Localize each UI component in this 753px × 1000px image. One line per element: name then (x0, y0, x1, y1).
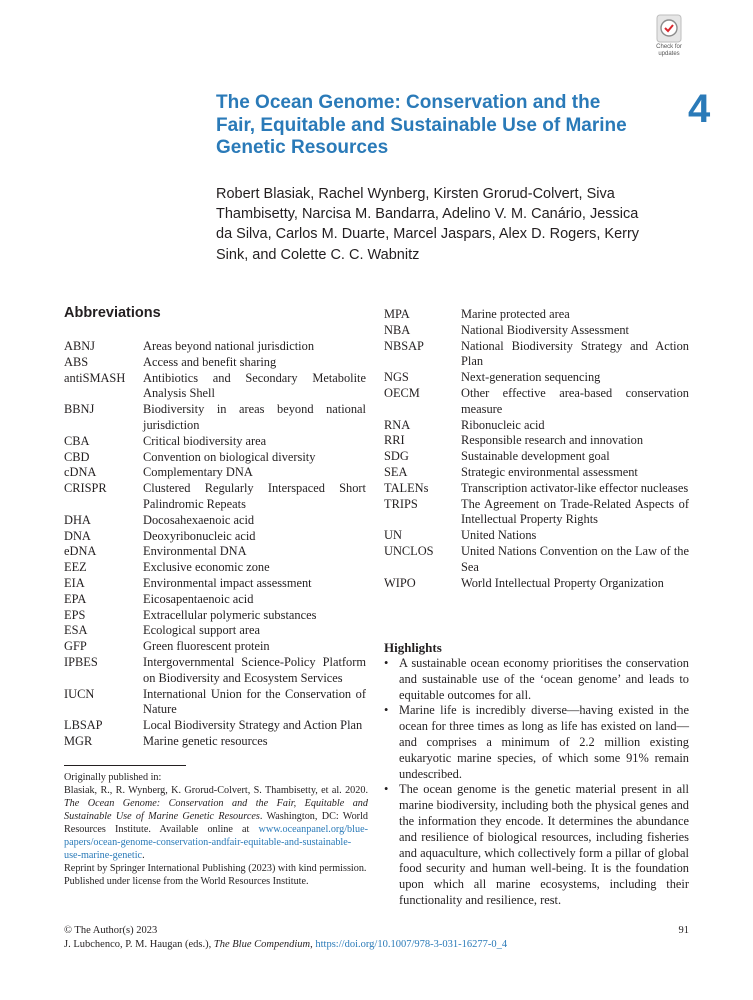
abbreviation-definition: Areas beyond national jurisdiction (143, 339, 315, 353)
abbreviation-row (64, 623, 366, 639)
abbreviation-row (384, 576, 689, 592)
chapter-title: The Ocean Genome: Conservation and the Fair, Equitable and Sustainable Use of Marine Genetic Resources (216, 92, 627, 158)
abbreviation-row (384, 370, 689, 386)
abbreviation-term: ABNJ (64, 339, 95, 353)
abbreviation-term: MGR (64, 733, 93, 748)
abbreviation-row (384, 528, 689, 544)
abbreviation-definition: Eicosapentaenoic acid (143, 591, 254, 606)
abbreviation-term: NGS (384, 370, 409, 385)
abbreviation-term: EEZ (64, 560, 87, 575)
abbreviation-term: RNA (384, 417, 411, 432)
chapter-number: 4 (688, 87, 711, 131)
footnote-divider (64, 765, 186, 766)
abbreviation-term: EPS (64, 607, 86, 622)
abbreviation-row (64, 608, 366, 624)
abbreviation-row (64, 639, 366, 655)
abbreviation-definition: International Union for the Conservation of Nature (143, 686, 366, 717)
abbreviation-row (64, 465, 366, 481)
check-for-updates-label: Check for updates (656, 44, 682, 57)
abbreviation-definition: United Nations (461, 528, 537, 543)
abbreviation-definition: Sustainable development goal (461, 449, 610, 464)
book-title: The Blue Compendium (213, 938, 311, 950)
abbreviation-definition: Intergovernmental Science-Policy Platform on Biodiversity and Ecosystem Services (143, 654, 366, 685)
footnote (64, 771, 368, 888)
abbreviation-term: cDNA (64, 465, 97, 480)
abbreviation-row (384, 465, 689, 481)
abbreviation-definition: Ribonucleic acid (461, 417, 545, 432)
highlights-list (384, 656, 689, 909)
abbreviation-row (64, 513, 366, 529)
abbreviation-row (384, 544, 689, 576)
abbreviation-definition: Biodiversity in areas beyond national jurisdiction (143, 402, 366, 432)
highlight-text: Marine life is incredibly diverse—having existed in the ocean for three times as long as life has existed on land—and comprises a minimum of 2.2 million existing eukaryotic marine species, of which some 91% remain undescribed. (399, 703, 689, 781)
abbreviation-row (384, 449, 689, 465)
abbreviation-definition: Antibiotics and Secondary Metabolite Analysis Shell (143, 370, 366, 401)
citation-publisher: . Washington, DC: World Resources Institute. Available online at (64, 811, 368, 835)
abbreviation-definition: Transcription activator-like effector nucleases (461, 480, 689, 495)
citation-url-link[interactable]: www.oceanpanel.org/blue-papers/ocean-genome-conservation-andfair-equitable-and-sustainable-use-marine-genetic (64, 824, 368, 861)
abbreviation-term: UNCLOS (384, 543, 434, 558)
abbreviation-row (384, 386, 689, 418)
abbreviation-row (384, 497, 689, 529)
author-list: Robert Blasiak, Rachel Wynberg, Kirsten Grorud-Colvert, Siva Thambisetty, Narcisa M. Bandarra, Adelino V. M. Canário, Jessica da Silva, Carlos M. Duarte, Marcel Jaspars, Alex D. Rogers, Kerry Sink, and Colette C. C. Wabnitz (216, 186, 640, 263)
page-footer (64, 924, 689, 951)
highlight-item (384, 703, 689, 782)
abbreviation-row (384, 418, 689, 434)
abbreviation-definition: Access and benefit sharing (143, 354, 277, 369)
abbreviation-definition: Docosahexaenoic acid (143, 512, 255, 527)
abbreviation-row (64, 734, 366, 750)
abbreviations-heading: Abbreviations (64, 305, 161, 321)
abbreviation-row (64, 529, 366, 545)
bullet-icon: • (384, 703, 389, 718)
abbreviation-definition: National Biodiversity Strategy and Action Plan (461, 338, 689, 369)
abbreviation-row (64, 339, 366, 355)
abbreviation-term: eDNA (64, 544, 97, 559)
abbreviation-definition: Green fluorescent protein (143, 639, 270, 654)
abbreviation-term: IUCN (64, 686, 95, 701)
abbreviation-term: NBSAP (384, 338, 424, 353)
abbreviation-term: MPA (384, 307, 410, 321)
abbreviation-term: DHA (64, 512, 91, 527)
abbreviation-term: TRIPS (384, 496, 418, 511)
abbreviation-row (384, 481, 689, 497)
abbreviation-term: LBSAP (64, 718, 103, 733)
doi-link[interactable]: https://doi.org/10.1007/978-3-031-16277-0_4 (315, 938, 508, 950)
abbreviation-term: IPBES (64, 654, 98, 669)
abbreviation-row (64, 450, 366, 466)
abbreviation-row (384, 433, 689, 449)
abbreviation-term: CBD (64, 449, 90, 464)
abbreviation-term: ESA (64, 623, 88, 638)
abbreviation-term: antiSMASH (64, 370, 126, 385)
abbreviation-row (384, 339, 689, 371)
highlight-text: A sustainable ocean economy prioritises the conservation and sustainable use of the ‘ocean genome’ and leads to equitable outcomes for all. (399, 656, 689, 702)
abbreviation-row (384, 323, 689, 339)
abbreviation-term: BBNJ (64, 402, 95, 417)
footnote-license: Published under license from the World Resources Institute. (64, 876, 309, 887)
abbreviation-term: EIA (64, 575, 85, 590)
abbreviation-term: NBA (384, 322, 411, 337)
abbreviation-row (64, 718, 366, 734)
abbreviation-definition: Environmental DNA (143, 544, 247, 559)
page-number: 91 (678, 925, 689, 936)
abbreviation-row (64, 402, 366, 434)
abbreviation-definition: Responsible research and innovation (461, 433, 644, 448)
abbreviation-definition: Environmental impact assessment (143, 575, 312, 590)
check-for-updates-icon (646, 14, 692, 44)
abbreviation-definition: Next-generation sequencing (461, 370, 601, 385)
abbreviation-definition: Complementary DNA (143, 465, 253, 480)
highlight-item (384, 782, 689, 908)
abbreviation-definition: Convention on biological diversity (143, 449, 316, 464)
abbreviation-row (64, 544, 366, 560)
abbreviation-term: SEA (384, 464, 408, 479)
highlight-text: The ocean genome is the genetic material present in all marine biodiversity, including both the physical genes and the information they encode. It determines the abundance and resilience of biological resources, including fisheries and aquaculture, which collectively form a pillar of global food security and human well-being. It is the foundation upon which all marine ecosystems, including their functionality and resilience, rest. (399, 782, 689, 907)
footnote-published-label: Originally published in: (64, 772, 162, 783)
abbreviation-row (64, 576, 366, 592)
abbreviation-row (64, 655, 366, 687)
abbreviation-definition: Marine protected area (461, 307, 570, 321)
book-citation: J. Lubchenco, P. M. Haugan (eds.), The Blue Compendium, https://doi.org/10.1007/978-3-031-16277-0_4 (64, 938, 508, 950)
abbreviation-row (64, 355, 366, 371)
footnote-reprint: Reprint by Springer International Publishing (2023) with kind permission. (64, 863, 367, 874)
abbreviation-row (64, 434, 366, 450)
abbreviations-table-right (384, 307, 689, 591)
abbreviation-row (64, 560, 366, 576)
abbreviation-term: SDG (384, 449, 409, 464)
bullet-icon: • (384, 656, 389, 670)
abbreviation-term: ABS (64, 354, 89, 369)
abbreviation-term: EPA (64, 591, 87, 606)
abbreviation-definition: Exclusive economic zone (143, 560, 270, 575)
highlight-item (384, 656, 689, 703)
abbreviation-definition: Extracellular polymeric substances (143, 607, 317, 622)
abbreviation-definition: United Nations Convention on the Law of the Sea (461, 543, 689, 574)
check-for-updates-badge[interactable] (646, 14, 692, 66)
abbreviation-term: DNA (64, 528, 91, 543)
abbreviation-definition: Marine genetic resources (143, 733, 268, 748)
abbreviation-definition: Ecological support area (143, 623, 260, 638)
citation-title: The Ocean Genome: Conservation and the Fair, Equitable and Sustainable Use of Marine Genetic Resources (64, 798, 368, 822)
abbreviation-definition: Local Biodiversity Strategy and Action Plan (143, 718, 363, 733)
footnote-citation: Blasiak, R., R. Wynberg, K. Grorud-Colvert, S. Thambisetty, et al. 2020. The Ocean Genome: Conservation and the Fair, Equitable and Sustainable Use of Marine Genetic Resources. Washington, DC: World Resources Institute. Available online at www.oceanpanel.org/blue-papers/ocean-genome-conservation-andfair-equitable-and-sustainable-use-marine-genetic. (64, 785, 368, 861)
abbreviation-definition: The Agreement on Trade-Related Aspects of Intellectual Property Rights (461, 496, 689, 527)
citation-authors: Blasiak, R., R. Wynberg, K. Grorud-Colvert, S. Thambisetty, et al. 2020. (64, 785, 368, 796)
abbreviation-definition: World Intellectual Property Organization (461, 575, 664, 590)
abbreviations-table-left (64, 339, 366, 750)
abbreviation-row (64, 481, 366, 513)
abbreviation-term: CBA (64, 433, 90, 448)
abbreviation-term: TALENs (384, 480, 429, 495)
abbreviation-term: OECM (384, 385, 420, 400)
abbreviation-definition: Critical biodiversity area (143, 433, 267, 448)
abbreviation-term: WIPO (384, 575, 416, 590)
abbreviation-term: RRI (384, 433, 405, 448)
copyright: © The Author(s) 2023 (64, 925, 158, 936)
abbreviation-definition: Deoxyribonucleic acid (143, 528, 256, 543)
abbreviation-definition: Clustered Regularly Interspaced Short Palindromic Repeats (143, 481, 366, 511)
bullet-icon: • (384, 782, 389, 797)
abbreviation-row (384, 307, 689, 323)
abbreviation-definition: National Biodiversity Assessment (461, 322, 629, 337)
abbreviation-definition: Strategic environmental assessment (461, 464, 638, 479)
abbreviation-row (64, 592, 366, 608)
abbreviation-row (64, 371, 366, 403)
abbreviation-term: CRISPR (64, 481, 107, 496)
abbreviation-term: GFP (64, 639, 87, 654)
highlights-heading: Highlights (384, 640, 442, 655)
abbreviation-row (64, 687, 366, 719)
abbreviation-definition: Other effective area-based conservation measure (461, 385, 689, 416)
abbreviation-term: UN (384, 528, 402, 543)
